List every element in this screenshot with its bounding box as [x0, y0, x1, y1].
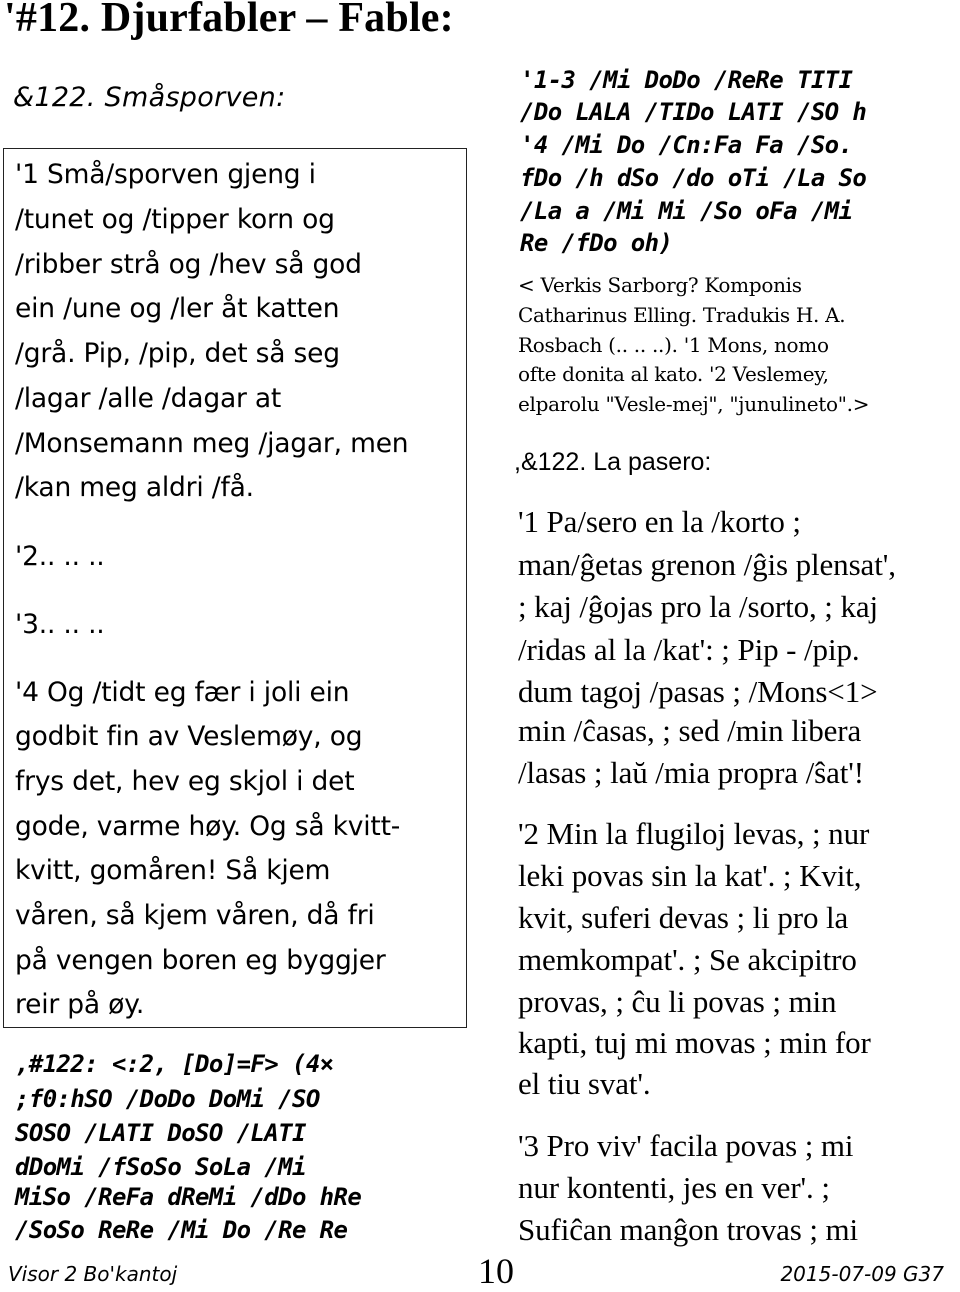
esperanto-verse-line: kapti, tuj mi movas ; min for	[518, 1025, 871, 1060]
lyric-line: våren, så kjem våren, då fri	[15, 900, 375, 931]
esperanto-verse-line: '1 Pa/sero en la /korto ;	[518, 504, 801, 539]
esperanto-song-title: ,&122. La pasero:	[514, 448, 712, 476]
esperanto-verse-line: dum tagoj /pasas ; /Mons<1>	[518, 674, 878, 709]
lyric-line: /ribber strå og /hev så god	[15, 249, 362, 280]
lyric-line: ein /une og /ler åt katten	[15, 293, 340, 324]
notation-line: ,#122: <:2, [Do]=F> (4×	[15, 1050, 334, 1078]
lyric-line: '3.. .. ..	[15, 609, 105, 640]
notation-line: '1-3 /Mi DoDo /ReRe TITI	[520, 66, 853, 94]
notation-line: /La a /Mi Mi /So oFa /Mi	[520, 197, 853, 225]
notation-line: dDoMi /fSoSo SoLa /Mi	[15, 1153, 306, 1181]
esperanto-verse-line: '3 Pro viv' facila povas ; mi	[518, 1128, 854, 1163]
page-title: '#12. Djurfabler – Fable:	[4, 0, 454, 41]
esperanto-verse-line: /ridas al la /kat': ; Pip - /pip.	[518, 632, 860, 667]
source-note-line: elparolu "Vesle-mej", "junulineto".>	[518, 392, 870, 416]
notation-line: /SoSo ReRe /Mi Do /Re Re	[15, 1216, 348, 1244]
esperanto-verse-line: kvit, suferi devas ; li pro la	[518, 900, 849, 935]
notation-line: SOSO /LATI DoSO /LATI	[15, 1119, 306, 1147]
notation-line: /Do LALA /TIDo LATI /SO h	[520, 98, 867, 126]
lyric-line: /lagar /alle /dagar at	[15, 383, 282, 414]
lyric-line: /Monsemann meg /jagar, men	[15, 428, 409, 459]
esperanto-verse-line: provas, ; ĉu li povas ; min	[518, 984, 837, 1019]
source-note-line: Catharinus Elling. Tradukis H. A.	[518, 303, 846, 327]
lyric-line: /grå. Pip, /pip, det så seg	[15, 338, 340, 369]
norwegian-song-title: &122. Småsporven:	[13, 82, 286, 113]
footer-date-code: 2015-07-09 G37	[780, 1262, 944, 1286]
lyric-line: reir på øy.	[15, 989, 145, 1020]
esperanto-verse-line: '2 Min la flugiloj levas, ; nur	[518, 816, 870, 851]
lyric-line: '1 Små/sporven gjeng i	[15, 159, 316, 190]
notation-line: '4 /Mi Do /Cn:Fa Fa /So.	[520, 131, 853, 159]
esperanto-verse-line: man/ĝetas grenon /ĝis plensat',	[518, 547, 896, 582]
footer-book-title: Visor 2 Bo'kantoj	[8, 1262, 178, 1286]
lyric-line: godbit fin av Veslemøy, og	[15, 721, 363, 752]
lyric-line: '2.. .. ..	[15, 541, 105, 572]
notation-line: ;f0:hSO /DoDo DoMi /SO	[15, 1085, 320, 1113]
lyric-line: /kan meg aldri /få.	[15, 472, 254, 503]
lyric-line: /tunet og /tipper korn og	[15, 204, 335, 235]
lyric-line: '4 Og /tidt eg fær i joli ein	[15, 677, 350, 708]
esperanto-verse-line: leki povas sin la kat'. ; Kvit,	[518, 858, 862, 893]
esperanto-verse-line: /lasas ; laŭ /mia propra /ŝat'!	[518, 755, 864, 790]
page-number: 10	[478, 1251, 514, 1291]
esperanto-verse-line: memkompat'. ; Se akcipitro	[518, 942, 857, 977]
esperanto-verse-line: ; kaj /ĝojas pro la /sorto, ; kaj	[518, 589, 879, 624]
notation-line: Re /fDo oh)	[520, 229, 673, 257]
lyric-line: kvitt, gomåren! Så kjem	[15, 855, 331, 886]
source-note-line: Rosbach (.. .. ..). '1 Mons, nomo	[518, 333, 829, 357]
norwegian-lyrics-box	[3, 148, 467, 1028]
esperanto-verse-line: el tiu svat'.	[518, 1066, 651, 1101]
esperanto-verse-line: min /ĉasas, ; sed /min libera	[518, 713, 862, 748]
esperanto-verse-line: Sufiĉan manĝon trovas ; mi	[518, 1212, 859, 1247]
source-note-line: ofte donita al kato. '2 Veslemey,	[518, 362, 829, 386]
esperanto-verse-line: nur kontenti, jes en ver'. ;	[518, 1170, 830, 1205]
notation-line: fDo /h dSo /do oTi /La So	[520, 164, 867, 192]
lyric-line: frys det, hev eg skjol i det	[15, 766, 355, 797]
lyric-line: på vengen boren eg byggjer	[15, 945, 386, 976]
lyric-line: gode, varme høy. Og så kvitt-	[15, 811, 401, 842]
source-note-line: < Verkis Sarborg? Komponis	[518, 273, 802, 297]
notation-line: MiSo /ReFa dReMi /dDo hRe	[15, 1183, 362, 1211]
